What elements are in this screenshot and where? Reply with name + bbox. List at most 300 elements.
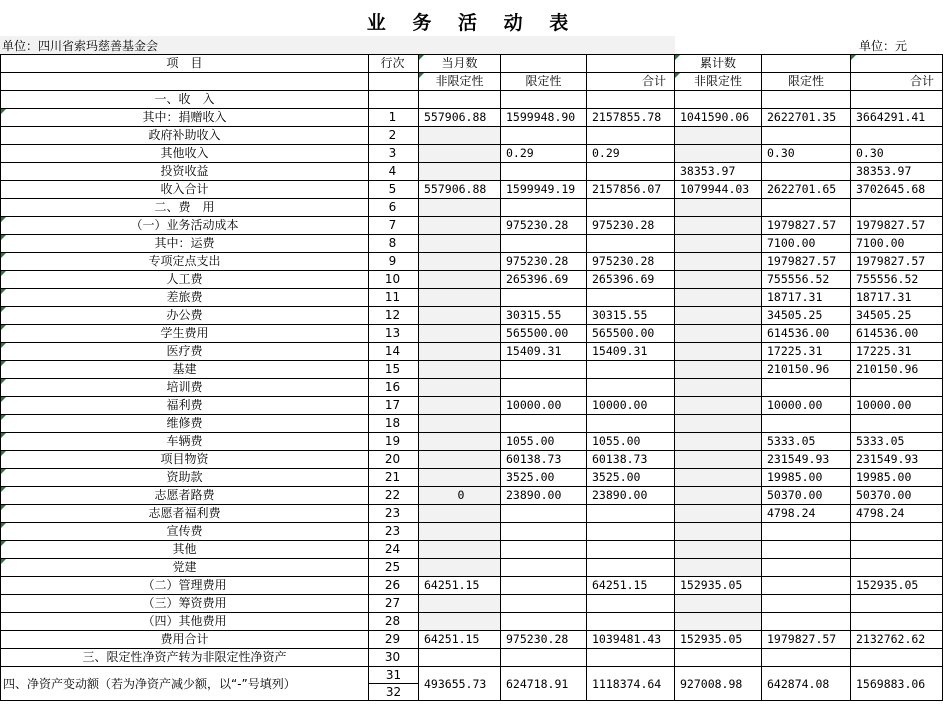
row-value-cell bbox=[675, 289, 762, 307]
row-item-name: 项目物资 bbox=[1, 451, 369, 469]
row-value-cell bbox=[501, 199, 587, 217]
row-value-cell: 231549.93 bbox=[851, 451, 943, 469]
row-item-name: 费用合计 bbox=[1, 631, 369, 649]
row-item-name: 四、净资产变动额（若为净资产减少额，以“-”号填列） bbox=[1, 667, 369, 701]
row-item-name: （三）筹资费用 bbox=[1, 595, 369, 613]
row-value-cell: 18717.31 bbox=[762, 289, 851, 307]
row-value-cell bbox=[419, 343, 501, 361]
row-value-cell bbox=[762, 559, 851, 577]
row-value-cell: 1039481.43 bbox=[587, 631, 675, 649]
row-value-cell bbox=[851, 127, 943, 145]
row-value-cell bbox=[851, 649, 943, 667]
row-value-cell: 60138.73 bbox=[501, 451, 587, 469]
row-value-cell: 34505.25 bbox=[851, 307, 943, 325]
row-value-cell: 3525.00 bbox=[587, 469, 675, 487]
line-no-31: 31 bbox=[369, 667, 418, 684]
table-row bbox=[1, 253, 943, 271]
row-line-no: 20 bbox=[369, 451, 419, 469]
row-value-cell bbox=[851, 595, 943, 613]
row-value-cell: 4798.24 bbox=[851, 505, 943, 523]
row-line-no: 3 bbox=[369, 145, 419, 163]
row-value-cell: 7100.00 bbox=[851, 235, 943, 253]
table-row bbox=[1, 577, 943, 595]
row-item-name: 其他 bbox=[1, 541, 369, 559]
row-value-cell bbox=[501, 127, 587, 145]
row-item-name: 其他收入 bbox=[1, 145, 369, 163]
row-value-cell bbox=[419, 469, 501, 487]
row-value-cell: 614536.00 bbox=[851, 325, 943, 343]
row-value-cell bbox=[675, 217, 762, 235]
row-value-cell: 210150.96 bbox=[762, 361, 851, 379]
row-line-no: 18 bbox=[369, 415, 419, 433]
row-value-cell bbox=[675, 649, 762, 667]
row-line-no: 25 bbox=[369, 559, 419, 577]
row-value-cell bbox=[675, 253, 762, 271]
row-line-no: 6 bbox=[369, 199, 419, 217]
row-value-cell bbox=[762, 379, 851, 397]
row-value-cell bbox=[762, 127, 851, 145]
row-value-cell: 1979827.57 bbox=[762, 253, 851, 271]
table-row bbox=[1, 109, 943, 127]
row-line-no: 15 bbox=[369, 361, 419, 379]
row-line-no: 9 bbox=[369, 253, 419, 271]
row-value-cell: 3702645.68 bbox=[851, 181, 943, 199]
row-line-no: 8 bbox=[369, 235, 419, 253]
row-value-cell bbox=[587, 235, 675, 253]
row-line-no: 2 bbox=[369, 127, 419, 145]
header-restricted-cum: 限定性 bbox=[762, 73, 851, 91]
row-value-cell bbox=[419, 253, 501, 271]
row-value-cell bbox=[501, 163, 587, 181]
row-value-cell: 557906.88 bbox=[419, 181, 501, 199]
row-value-cell: 975230.28 bbox=[501, 217, 587, 235]
row-value-cell: 60138.73 bbox=[587, 451, 675, 469]
row-value-cell bbox=[851, 415, 943, 433]
table-row bbox=[1, 163, 943, 181]
row-item-name: 车辆费 bbox=[1, 433, 369, 451]
row-line-no: 23 bbox=[369, 523, 419, 541]
row-value-cell bbox=[501, 541, 587, 559]
table-row bbox=[1, 523, 943, 541]
row-value-cell bbox=[851, 523, 943, 541]
row-value-cell bbox=[419, 379, 501, 397]
header-blank bbox=[851, 55, 943, 73]
row-value-cell: 1979827.57 bbox=[762, 217, 851, 235]
row-item-name: 党建 bbox=[1, 559, 369, 577]
row-value-cell: 2622701.35 bbox=[762, 109, 851, 127]
row-value-cell bbox=[675, 595, 762, 613]
row-value-cell bbox=[419, 541, 501, 559]
header-blank bbox=[1, 73, 369, 91]
row-value-cell bbox=[675, 415, 762, 433]
header-blank bbox=[501, 55, 587, 73]
row-line-no: 29 bbox=[369, 631, 419, 649]
row-item-name: 医疗费 bbox=[1, 343, 369, 361]
table-row bbox=[1, 145, 943, 163]
table-row bbox=[1, 199, 943, 217]
row-value-cell bbox=[675, 523, 762, 541]
row-line-no: 21 bbox=[369, 469, 419, 487]
row-value-cell: 23890.00 bbox=[587, 487, 675, 505]
table-row bbox=[1, 415, 943, 433]
row-value-cell: 152935.05 bbox=[675, 631, 762, 649]
row-value-cell bbox=[587, 91, 675, 109]
row-value-cell: 64251.15 bbox=[419, 577, 501, 595]
row-line-no: 5 bbox=[369, 181, 419, 199]
row-item-name: （四）其他费用 bbox=[1, 613, 369, 631]
row-line-no: 7 bbox=[369, 217, 419, 235]
row-value-cell bbox=[675, 325, 762, 343]
row-value-cell: 0.30 bbox=[762, 145, 851, 163]
row-value-cell bbox=[675, 361, 762, 379]
row-value-cell bbox=[762, 595, 851, 613]
row-value-cell: 927008.98 bbox=[675, 667, 762, 701]
row-item-name: 基建 bbox=[1, 361, 369, 379]
row-item-name: 政府补助收入 bbox=[1, 127, 369, 145]
table-row bbox=[1, 649, 943, 667]
row-line-no: 17 bbox=[369, 397, 419, 415]
row-value-cell: 17225.31 bbox=[851, 343, 943, 361]
row-value-cell: 975230.28 bbox=[501, 631, 587, 649]
table-row bbox=[1, 235, 943, 253]
row-value-cell: 565500.00 bbox=[501, 325, 587, 343]
table-row bbox=[1, 217, 943, 235]
row-line-no: 30 bbox=[369, 649, 419, 667]
table-row bbox=[1, 181, 943, 199]
row-value-cell: 23890.00 bbox=[501, 487, 587, 505]
row-value-cell bbox=[587, 415, 675, 433]
table-row bbox=[1, 469, 943, 487]
header-row-2 bbox=[1, 73, 943, 91]
row-value-cell bbox=[675, 613, 762, 631]
row-value-cell: 1118374.64 bbox=[587, 667, 675, 701]
row-value-cell bbox=[501, 577, 587, 595]
row-value-cell bbox=[587, 595, 675, 613]
row-item-name: （一）业务活动成本 bbox=[1, 217, 369, 235]
row-value-cell: 5333.05 bbox=[851, 433, 943, 451]
row-value-cell bbox=[675, 469, 762, 487]
row-value-cell bbox=[419, 325, 501, 343]
row-value-cell bbox=[675, 559, 762, 577]
row-value-cell: 64251.15 bbox=[587, 577, 675, 595]
row-value-cell bbox=[419, 415, 501, 433]
row-value-cell bbox=[501, 505, 587, 523]
row-line-no bbox=[369, 667, 419, 701]
line-no-32: 32 bbox=[385, 685, 402, 699]
row-value-cell bbox=[419, 199, 501, 217]
row-value-cell bbox=[851, 613, 943, 631]
header-unrestricted-cum: 非限定性 bbox=[675, 73, 762, 91]
row-value-cell: 642874.08 bbox=[762, 667, 851, 701]
table-row bbox=[1, 361, 943, 379]
row-value-cell bbox=[419, 127, 501, 145]
row-value-cell: 5333.05 bbox=[762, 433, 851, 451]
row-value-cell bbox=[501, 235, 587, 253]
row-item-name: 差旅费 bbox=[1, 289, 369, 307]
header-line-no: 行次 bbox=[369, 55, 419, 73]
row-value-cell bbox=[675, 505, 762, 523]
row-item-name: 办公费 bbox=[1, 307, 369, 325]
row-value-cell: 10000.00 bbox=[851, 397, 943, 415]
row-value-cell bbox=[501, 595, 587, 613]
row-value-cell: 152935.05 bbox=[675, 577, 762, 595]
report-title: 业 务 活 动 表 bbox=[366, 12, 579, 34]
row-value-cell: 565500.00 bbox=[587, 325, 675, 343]
table-row bbox=[1, 595, 943, 613]
row-line-no: 10 bbox=[369, 271, 419, 289]
row-value-cell: 614536.00 bbox=[762, 325, 851, 343]
header-restricted-month: 限定性 bbox=[501, 73, 587, 91]
row-value-cell bbox=[419, 235, 501, 253]
row-value-cell bbox=[501, 613, 587, 631]
row-value-cell bbox=[675, 271, 762, 289]
table-row bbox=[1, 559, 943, 577]
table-row bbox=[1, 631, 943, 649]
row-value-cell: 38353.97 bbox=[675, 163, 762, 181]
row-value-cell: 19985.00 bbox=[762, 469, 851, 487]
row-value-cell bbox=[501, 523, 587, 541]
row-value-cell: 1041590.06 bbox=[675, 109, 762, 127]
unit-bar bbox=[0, 36, 945, 54]
row-value-cell bbox=[587, 613, 675, 631]
row-value-cell: 10000.00 bbox=[587, 397, 675, 415]
row-value-cell: 975230.28 bbox=[501, 253, 587, 271]
row-value-cell: 975230.28 bbox=[587, 217, 675, 235]
row-value-cell: 231549.93 bbox=[762, 451, 851, 469]
table-body bbox=[1, 91, 943, 701]
row-line-no: 26 bbox=[369, 577, 419, 595]
row-value-cell bbox=[762, 199, 851, 217]
table-row bbox=[1, 505, 943, 523]
row-value-cell bbox=[501, 559, 587, 577]
row-item-name: 二、费 用 bbox=[1, 199, 369, 217]
row-value-cell bbox=[675, 199, 762, 217]
row-line-no: 19 bbox=[369, 433, 419, 451]
table-row bbox=[1, 397, 943, 415]
row-item-name: 志愿者福利费 bbox=[1, 505, 369, 523]
row-value-cell: 2132762.62 bbox=[851, 631, 943, 649]
row-value-cell bbox=[675, 397, 762, 415]
row-value-cell bbox=[501, 289, 587, 307]
row-value-cell: 493655.73 bbox=[419, 667, 501, 701]
row-value-cell bbox=[762, 163, 851, 181]
row-value-cell: 1055.00 bbox=[501, 433, 587, 451]
row-item-name: 其中：运费 bbox=[1, 235, 369, 253]
row-value-cell: 4798.24 bbox=[762, 505, 851, 523]
row-value-cell: 1979827.57 bbox=[851, 253, 943, 271]
row-value-cell: 30315.55 bbox=[501, 307, 587, 325]
row-line-no: 13 bbox=[369, 325, 419, 343]
row-item-name: 福利费 bbox=[1, 397, 369, 415]
row-value-cell: 265396.69 bbox=[501, 271, 587, 289]
header-unrestricted-month: 非限定性 bbox=[419, 73, 501, 91]
row-value-cell bbox=[419, 559, 501, 577]
row-value-cell: 1979827.57 bbox=[851, 217, 943, 235]
table-row-net-asset-change bbox=[1, 667, 943, 701]
table-row bbox=[1, 613, 943, 631]
row-item-name: 维修费 bbox=[1, 415, 369, 433]
row-value-cell bbox=[762, 415, 851, 433]
row-item-name: 投资收益 bbox=[1, 163, 369, 181]
row-value-cell bbox=[675, 127, 762, 145]
row-value-cell bbox=[851, 541, 943, 559]
row-value-cell bbox=[675, 235, 762, 253]
table-row bbox=[1, 541, 943, 559]
table-row bbox=[1, 91, 943, 109]
row-value-cell: 10000.00 bbox=[762, 397, 851, 415]
table-row bbox=[1, 127, 943, 145]
row-value-cell: 0.29 bbox=[587, 145, 675, 163]
currency-unit: 单位：元 bbox=[859, 39, 908, 53]
row-value-cell bbox=[587, 361, 675, 379]
row-value-cell: 0.29 bbox=[501, 145, 587, 163]
row-value-cell bbox=[675, 433, 762, 451]
row-value-cell: 1979827.57 bbox=[762, 631, 851, 649]
row-value-cell bbox=[587, 379, 675, 397]
organization-unit: 单位：四川省索玛慈善基金会 bbox=[2, 39, 159, 53]
row-value-cell bbox=[419, 271, 501, 289]
row-item-name: 培训费 bbox=[1, 379, 369, 397]
row-value-cell: 2157855.78 bbox=[587, 109, 675, 127]
header-item: 项 目 bbox=[1, 55, 369, 73]
row-value-cell bbox=[587, 289, 675, 307]
row-value-cell bbox=[501, 379, 587, 397]
table-row bbox=[1, 451, 943, 469]
row-value-cell: 1055.00 bbox=[587, 433, 675, 451]
row-value-cell: 975230.28 bbox=[587, 253, 675, 271]
row-value-cell bbox=[587, 523, 675, 541]
row-line-no: 1 bbox=[369, 109, 419, 127]
row-value-cell bbox=[587, 559, 675, 577]
row-value-cell: 7100.00 bbox=[762, 235, 851, 253]
row-value-cell bbox=[587, 127, 675, 145]
row-value-cell bbox=[762, 523, 851, 541]
row-value-cell: 265396.69 bbox=[587, 271, 675, 289]
row-value-cell: 1569883.06 bbox=[851, 667, 943, 701]
table-row bbox=[1, 433, 943, 451]
table-row bbox=[1, 379, 943, 397]
row-value-cell bbox=[419, 307, 501, 325]
row-value-cell: 557906.88 bbox=[419, 109, 501, 127]
row-value-cell: 3664291.41 bbox=[851, 109, 943, 127]
row-value-cell bbox=[675, 451, 762, 469]
row-value-cell: 15409.31 bbox=[501, 343, 587, 361]
row-value-cell: 30315.55 bbox=[587, 307, 675, 325]
row-value-cell: 1599949.19 bbox=[501, 181, 587, 199]
row-value-cell: 15409.31 bbox=[587, 343, 675, 361]
table-row bbox=[1, 325, 943, 343]
row-value-cell: 1599948.90 bbox=[501, 109, 587, 127]
row-line-no: 12 bbox=[369, 307, 419, 325]
header-total-cum: 合计 bbox=[851, 73, 943, 91]
row-value-cell bbox=[762, 541, 851, 559]
row-item-name: 人工费 bbox=[1, 271, 369, 289]
table-row bbox=[1, 343, 943, 361]
header-total-month: 合计 bbox=[587, 73, 675, 91]
row-value-cell bbox=[587, 199, 675, 217]
row-item-name: （二）管理费用 bbox=[1, 577, 369, 595]
row-value-cell bbox=[419, 649, 501, 667]
row-value-cell: 64251.15 bbox=[419, 631, 501, 649]
row-value-cell bbox=[419, 91, 501, 109]
row-line-no: 28 bbox=[369, 613, 419, 631]
header-blank bbox=[587, 55, 675, 73]
row-value-cell: 0 bbox=[419, 487, 501, 505]
row-value-cell: 1079944.03 bbox=[675, 181, 762, 199]
row-line-no bbox=[369, 91, 419, 109]
row-line-no: 4 bbox=[369, 163, 419, 181]
header-blank bbox=[762, 55, 851, 73]
row-value-cell: 152935.05 bbox=[851, 577, 943, 595]
row-value-cell bbox=[419, 163, 501, 181]
row-value-cell bbox=[501, 91, 587, 109]
row-line-no: 22 bbox=[369, 487, 419, 505]
row-item-name: 学生费用 bbox=[1, 325, 369, 343]
row-value-cell bbox=[587, 163, 675, 181]
row-item-name: 其中：捐赠收入 bbox=[1, 109, 369, 127]
row-item-name: 三、限定性净资产转为非限定性净资产 bbox=[1, 649, 369, 667]
row-value-cell: 2157856.07 bbox=[587, 181, 675, 199]
row-value-cell bbox=[675, 541, 762, 559]
row-value-cell bbox=[419, 451, 501, 469]
row-value-cell: 2622701.65 bbox=[762, 181, 851, 199]
row-value-cell: 34505.25 bbox=[762, 307, 851, 325]
row-item-name: 资助款 bbox=[1, 469, 369, 487]
activity-table bbox=[0, 54, 943, 701]
row-value-cell: 19985.00 bbox=[851, 469, 943, 487]
row-value-cell bbox=[675, 145, 762, 163]
row-value-cell: 3525.00 bbox=[501, 469, 587, 487]
table-row bbox=[1, 289, 943, 307]
row-value-cell: 210150.96 bbox=[851, 361, 943, 379]
row-value-cell: 755556.52 bbox=[851, 271, 943, 289]
header-row-1 bbox=[1, 55, 943, 73]
row-line-no: 16 bbox=[369, 379, 419, 397]
header-blank bbox=[369, 73, 419, 91]
table-row bbox=[1, 487, 943, 505]
row-value-cell bbox=[419, 217, 501, 235]
row-value-cell bbox=[419, 613, 501, 631]
row-value-cell: 17225.31 bbox=[762, 343, 851, 361]
row-value-cell bbox=[419, 505, 501, 523]
table-row bbox=[1, 307, 943, 325]
row-line-no: 27 bbox=[369, 595, 419, 613]
row-item-name: 一、收 入 bbox=[1, 91, 369, 109]
row-value-cell: 50370.00 bbox=[851, 487, 943, 505]
row-item-name: 志愿者路费 bbox=[1, 487, 369, 505]
table-row bbox=[1, 271, 943, 289]
row-item-name: 专项定点支出 bbox=[1, 253, 369, 271]
row-line-no: 11 bbox=[369, 289, 419, 307]
row-item-name: 收入合计 bbox=[1, 181, 369, 199]
row-value-cell bbox=[762, 577, 851, 595]
row-value-cell: 10000.00 bbox=[501, 397, 587, 415]
row-value-cell bbox=[419, 361, 501, 379]
row-value-cell bbox=[587, 541, 675, 559]
row-value-cell bbox=[675, 379, 762, 397]
row-value-cell: 18717.31 bbox=[851, 289, 943, 307]
row-value-cell bbox=[851, 559, 943, 577]
row-value-cell: 50370.00 bbox=[762, 487, 851, 505]
row-value-cell: 0.30 bbox=[851, 145, 943, 163]
row-value-cell bbox=[762, 91, 851, 109]
row-value-cell bbox=[851, 199, 943, 217]
row-line-no: 14 bbox=[369, 343, 419, 361]
row-value-cell bbox=[675, 487, 762, 505]
row-value-cell bbox=[675, 307, 762, 325]
row-value-cell bbox=[675, 343, 762, 361]
row-value-cell bbox=[762, 613, 851, 631]
